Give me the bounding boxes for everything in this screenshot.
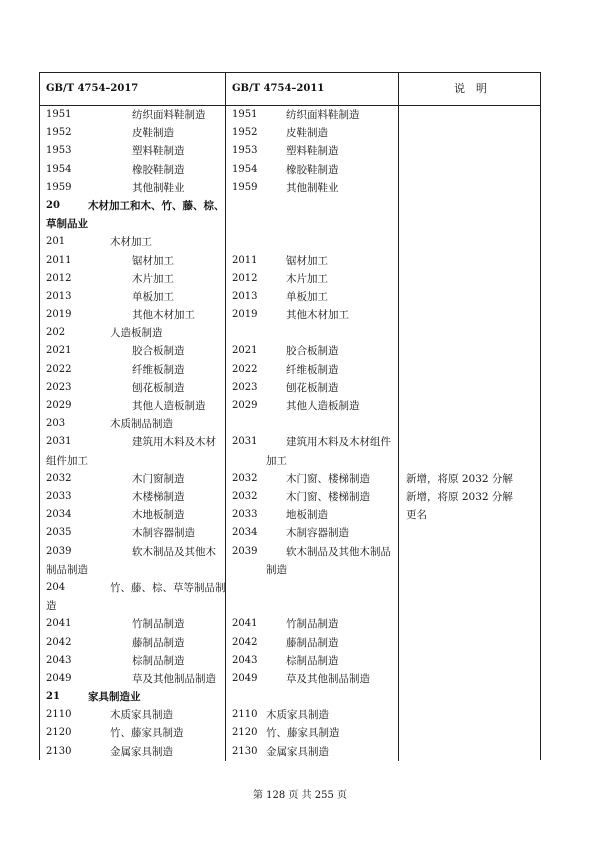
code-2017: 21 bbox=[46, 691, 60, 703]
code-2011: 2033 bbox=[232, 509, 258, 521]
code-2011: 2012 bbox=[232, 272, 258, 284]
table-row bbox=[40, 433, 540, 469]
name-2017: 软木制品及其他木 bbox=[132, 545, 216, 558]
table-row bbox=[40, 342, 540, 360]
code-2011: 2041 bbox=[232, 618, 258, 630]
table-row bbox=[40, 724, 540, 742]
code-2011: 2032 bbox=[232, 472, 258, 484]
name-2011: 纤维板制造 bbox=[286, 363, 339, 376]
code-2017: 2130 bbox=[46, 745, 72, 757]
code-2011: 2029 bbox=[232, 400, 258, 412]
name-2017: 竹、藤、棕、草等制品制 bbox=[110, 581, 226, 594]
code-2017: 204 bbox=[46, 581, 66, 593]
name-2011: 皮鞋制造 bbox=[286, 127, 328, 140]
name-2011: 软木制品及其他木制品 bbox=[286, 545, 391, 558]
table-row bbox=[40, 615, 540, 633]
code-2017: 2023 bbox=[46, 381, 72, 393]
table-row bbox=[40, 688, 540, 706]
name-2017: 金属家具制造 bbox=[110, 745, 173, 758]
table-row bbox=[40, 142, 540, 160]
code-2011: 2043 bbox=[232, 654, 258, 666]
code-2011: 1951 bbox=[232, 109, 258, 120]
name-2017-cont: 造 bbox=[46, 600, 57, 613]
table-row bbox=[40, 197, 540, 233]
table-row bbox=[40, 670, 540, 688]
name-2017: 木楼梯制造 bbox=[132, 490, 185, 503]
code-2017: 2021 bbox=[46, 345, 72, 357]
name-2011: 草及其他制品制造 bbox=[286, 672, 370, 685]
note-text: 新增，将原 2032 分解 bbox=[406, 490, 513, 503]
code-2011: 2031 bbox=[232, 436, 258, 448]
table-row bbox=[40, 543, 540, 579]
name-2017: 纤维板制造 bbox=[132, 363, 185, 376]
code-2017: 1959 bbox=[46, 181, 72, 193]
name-2017: 竹制品制造 bbox=[132, 618, 185, 631]
table-row bbox=[40, 706, 540, 724]
name-2011: 其他人造板制造 bbox=[286, 400, 360, 413]
note-text: 新增，将原 2032 分解 bbox=[406, 472, 513, 485]
name-2017: 家具制造业 bbox=[88, 691, 141, 704]
code-2011: 2011 bbox=[232, 254, 258, 266]
name-2017: 草及其他制品制造 bbox=[132, 672, 216, 685]
table-row bbox=[40, 652, 540, 670]
classification-table bbox=[39, 72, 541, 760]
code-2017: 2012 bbox=[46, 272, 72, 284]
name-2017: 藤制品制造 bbox=[132, 636, 185, 649]
code-2011: 1953 bbox=[232, 145, 258, 157]
code-2011: 2032 bbox=[232, 490, 258, 502]
code-2011: 2130 bbox=[232, 745, 258, 757]
name-2011: 棕制品制造 bbox=[286, 654, 339, 667]
name-2017: 建筑用木料及木材 bbox=[132, 436, 216, 449]
name-2017: 皮鞋制造 bbox=[132, 127, 174, 140]
code-2017: 2032 bbox=[46, 472, 72, 484]
name-2011: 藤制品制造 bbox=[286, 636, 339, 649]
name-2017: 刨花板制造 bbox=[132, 381, 185, 394]
note-text: 更名 bbox=[406, 509, 427, 522]
code-2017: 2029 bbox=[46, 400, 72, 412]
name-2011: 胶合板制造 bbox=[286, 345, 339, 358]
code-2011: 2042 bbox=[232, 636, 258, 648]
name-2017: 其他木材加工 bbox=[132, 309, 195, 322]
name-2011: 木质家具制造 bbox=[266, 709, 329, 722]
name-2011: 纺织面料鞋制造 bbox=[286, 109, 360, 121]
name-2011: 其他木材加工 bbox=[286, 309, 349, 322]
code-2011: 2120 bbox=[232, 727, 258, 739]
code-2017: 2013 bbox=[46, 290, 72, 302]
code-2017: 2110 bbox=[46, 709, 72, 721]
code-2011: 1954 bbox=[232, 163, 258, 175]
name-2011: 木门窗、楼梯制造 bbox=[286, 490, 370, 503]
name-2011-cont: 制造 bbox=[266, 563, 287, 576]
name-2017: 木门窗制造 bbox=[132, 472, 185, 485]
code-2017: 2031 bbox=[46, 436, 72, 448]
code-2017: 203 bbox=[46, 418, 66, 430]
name-2017: 锯材加工 bbox=[132, 254, 174, 267]
code-2017: 202 bbox=[46, 327, 66, 339]
table-row bbox=[40, 506, 540, 524]
code-2017: 2039 bbox=[46, 545, 72, 557]
name-2017: 竹、藤家具制造 bbox=[110, 727, 184, 740]
name-2011: 刨花板制造 bbox=[286, 381, 339, 394]
table-row bbox=[40, 743, 540, 761]
table-row bbox=[40, 161, 540, 179]
code-2017: 2041 bbox=[46, 618, 72, 630]
name-2017: 木制容器制造 bbox=[132, 527, 195, 540]
name-2017: 木片加工 bbox=[132, 272, 174, 285]
code-2011: 2019 bbox=[232, 309, 258, 321]
code-2011: 2049 bbox=[232, 672, 258, 684]
code-2017: 2022 bbox=[46, 363, 72, 375]
name-2017: 其他制鞋业 bbox=[132, 181, 185, 194]
code-2017: 2120 bbox=[46, 727, 72, 739]
name-2011-cont: 加工 bbox=[266, 454, 287, 467]
name-2017: 木质制品制造 bbox=[110, 418, 173, 431]
code-2011: 1959 bbox=[232, 181, 258, 193]
name-2017: 人造板制造 bbox=[110, 327, 163, 340]
name-2011: 塑料鞋制造 bbox=[286, 145, 339, 158]
code-2011: 2023 bbox=[232, 381, 258, 393]
table-row bbox=[40, 397, 540, 415]
code-2017: 2011 bbox=[46, 254, 72, 266]
name-2011: 木门窗、楼梯制造 bbox=[286, 472, 370, 485]
name-2011: 木片加工 bbox=[286, 272, 328, 285]
name-2017: 木材加工和木、竹、藤、棕、 bbox=[88, 199, 225, 212]
table-header bbox=[40, 73, 540, 106]
code-2011: 2110 bbox=[232, 709, 258, 721]
table-row bbox=[40, 379, 540, 397]
name-2011: 锯材加工 bbox=[286, 254, 328, 267]
name-2011: 竹制品制造 bbox=[286, 618, 339, 631]
code-2017: 201 bbox=[46, 236, 66, 248]
name-2011: 地板制造 bbox=[286, 509, 328, 522]
code-2017: 1954 bbox=[46, 163, 72, 175]
name-2017: 胶合板制造 bbox=[132, 345, 185, 358]
code-2017: 2043 bbox=[46, 654, 72, 666]
code-2011: 2022 bbox=[232, 363, 258, 375]
header-col-2011: GB/T 4754–2011 bbox=[232, 83, 325, 94]
table-body bbox=[40, 106, 540, 761]
page-number: 第 128 页 共 255 页 bbox=[252, 790, 348, 801]
table-row bbox=[40, 252, 540, 270]
code-2017: 2035 bbox=[46, 527, 72, 539]
name-2011: 建筑用木料及木材组件 bbox=[286, 436, 391, 449]
code-2017: 2019 bbox=[46, 309, 72, 321]
name-2017: 纺织面料鞋制造 bbox=[132, 109, 206, 121]
code-2011: 2034 bbox=[232, 527, 258, 539]
table-row bbox=[40, 106, 540, 124]
name-2011: 金属家具制造 bbox=[266, 745, 329, 758]
name-2011: 单板加工 bbox=[286, 290, 328, 303]
name-2017-cont: 制品制造 bbox=[46, 563, 88, 576]
name-2017: 橡胶鞋制造 bbox=[132, 163, 185, 176]
table-row bbox=[40, 488, 540, 506]
name-2017: 单板加工 bbox=[132, 290, 174, 303]
code-2017: 1953 bbox=[46, 145, 72, 157]
name-2017-cont: 组件加工 bbox=[46, 454, 88, 467]
table-row bbox=[40, 524, 540, 542]
table-row bbox=[40, 124, 540, 142]
header-col-note: 说 明 bbox=[454, 82, 487, 95]
name-2017: 木材加工 bbox=[110, 236, 152, 249]
code-2017: 2034 bbox=[46, 509, 72, 521]
header-col-2017: GB/T 4754–2017 bbox=[46, 83, 139, 94]
name-2017: 棕制品制造 bbox=[132, 654, 185, 667]
table-row bbox=[40, 306, 540, 324]
code-2011: 2021 bbox=[232, 345, 258, 357]
name-2017: 塑料鞋制造 bbox=[132, 145, 185, 158]
code-2011: 2039 bbox=[232, 545, 258, 557]
code-2017: 20 bbox=[46, 199, 60, 211]
table-row bbox=[40, 634, 540, 652]
name-2011: 木制容器制造 bbox=[286, 527, 349, 540]
table-row bbox=[40, 415, 540, 433]
table-row bbox=[40, 270, 540, 288]
table-row bbox=[40, 288, 540, 306]
table-row bbox=[40, 579, 540, 615]
code-2017: 2049 bbox=[46, 672, 72, 684]
code-2017: 1952 bbox=[46, 127, 72, 139]
code-2011: 2013 bbox=[232, 290, 258, 302]
code-2017: 2033 bbox=[46, 490, 72, 502]
name-2017: 木质家具制造 bbox=[110, 709, 173, 722]
name-2011: 橡胶鞋制造 bbox=[286, 163, 339, 176]
name-2017: 木地板制造 bbox=[132, 509, 185, 522]
code-2011: 1952 bbox=[232, 127, 258, 139]
code-2017: 1951 bbox=[46, 109, 72, 120]
table-row bbox=[40, 324, 540, 342]
name-2017-cont: 草制品业 bbox=[46, 218, 88, 231]
name-2011: 竹、藤家具制造 bbox=[266, 727, 340, 740]
table-row bbox=[40, 179, 540, 197]
name-2017: 其他人造板制造 bbox=[132, 400, 206, 413]
code-2017: 2042 bbox=[46, 636, 72, 648]
table-row bbox=[40, 361, 540, 379]
table-row bbox=[40, 233, 540, 251]
name-2011: 其他制鞋业 bbox=[286, 181, 339, 194]
table-row bbox=[40, 470, 540, 488]
